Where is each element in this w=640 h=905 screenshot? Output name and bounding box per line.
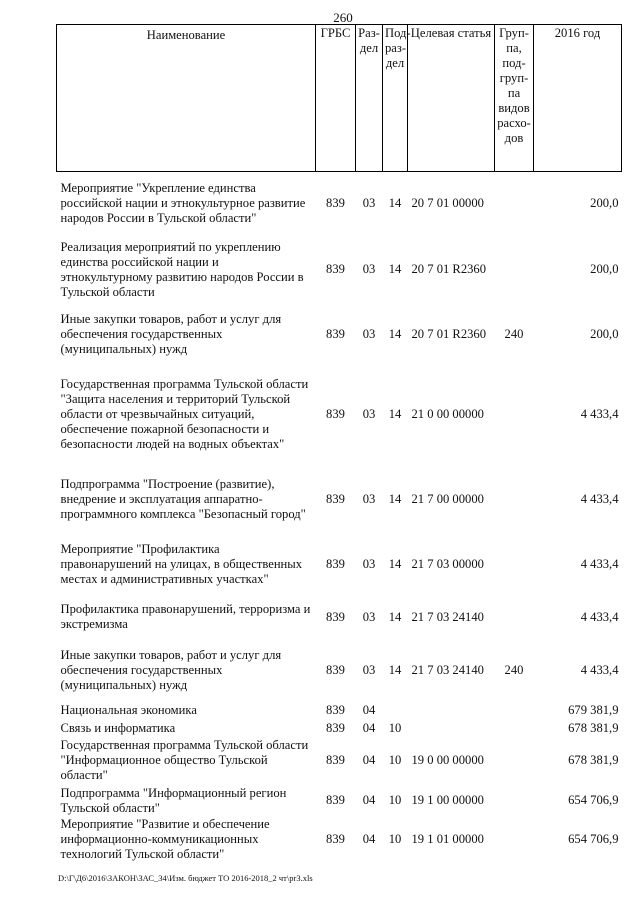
row-grbs: 839 [326, 753, 345, 767]
row-group [495, 534, 534, 595]
row-section: 03 [362, 196, 376, 211]
table-row [57, 720, 622, 737]
row-grbs: 839 [326, 663, 345, 677]
row-group [495, 720, 534, 737]
row-name: Подпрограмма "Информационный регион Тульской области" [60, 785, 287, 815]
row-subsection: 14 [388, 609, 402, 624]
row-section: 03 [362, 262, 376, 276]
row-sum: 200,0 [590, 326, 619, 341]
row-section: 03 [362, 407, 376, 421]
row-section: 03 [362, 556, 376, 571]
table-body [57, 172, 622, 862]
row-group: 240 [504, 326, 524, 341]
row-target [408, 720, 495, 737]
row-section: 03 [362, 609, 376, 624]
row-name: Подпрограмма "Построение (развитие), внедрение и эксплуатация аппаратно-программного комплекса "Безопасный город" [60, 476, 306, 521]
row-subsection: 14 [388, 262, 402, 276]
budget-table [56, 24, 622, 862]
row-section: 03 [362, 491, 376, 506]
row-section: 04 [362, 793, 376, 807]
row-name: Иные закупки товаров, работ и услуг для обеспечения государственных (муниципальных) нужд [60, 311, 282, 356]
row-grbs: 839 [326, 609, 345, 624]
row-subsection: 14 [388, 663, 402, 677]
row-subsection: 10 [388, 720, 402, 735]
row-subsection: 10 [388, 831, 402, 846]
row-sum: 4 433,4 [580, 407, 619, 421]
row-subsection: 14 [388, 556, 402, 571]
table-row [57, 365, 622, 465]
table-row [57, 817, 622, 862]
row-subsection [383, 702, 408, 720]
row-group [495, 172, 534, 236]
row-target: 21 7 03 24140 [411, 663, 484, 677]
row-grbs: 839 [326, 491, 345, 506]
header-section: Раз-дел [356, 25, 383, 172]
row-section: 04 [362, 720, 376, 735]
row-target: 19 1 00 00000 [411, 793, 484, 807]
row-target [408, 702, 495, 720]
row-group [495, 785, 534, 817]
row-group [495, 365, 534, 465]
table-row [57, 304, 622, 365]
row-group [495, 595, 534, 640]
row-sum: 654 706,9 [568, 793, 619, 807]
row-grbs: 839 [326, 831, 345, 846]
row-target: 20 7 01 00000 [411, 196, 484, 211]
row-sum: 4 433,4 [580, 663, 619, 677]
table-row [57, 640, 622, 702]
row-section: 03 [362, 663, 376, 677]
row-sum: 4 433,4 [580, 609, 619, 624]
header-target: Целевая статья [408, 25, 495, 172]
row-name: Иные закупки товаров, работ и услуг для обеспечения государственных (муниципальных) нужд [60, 648, 282, 692]
table-row [57, 737, 622, 785]
table-row [57, 465, 622, 534]
row-target: 19 1 01 00000 [411, 831, 484, 846]
row-sum: 4 433,4 [580, 556, 619, 571]
row-group [495, 737, 534, 785]
row-subsection: 10 [388, 793, 402, 807]
row-name: Связь и информатика [60, 720, 176, 735]
row-name: Мероприятие "Укрепление единства российской нации и этнокультурное развитие народов России в Тульской области" [60, 181, 306, 226]
row-sum: 200,0 [590, 196, 619, 211]
row-section: 04 [362, 831, 376, 846]
row-name: Государственная программа Тульской области "Информационное общество Тульской области" [60, 738, 309, 782]
row-sum: 4 433,4 [580, 491, 619, 506]
row-name: Профилактика правонарушений, терроризма и экстремизма [60, 602, 311, 631]
row-name: Мероприятие "Профилактика правонарушений на улицах, в общественных местах и административных участках" [60, 541, 303, 586]
row-group [495, 236, 534, 304]
header-group: Груп-па, под-груп-па видов расхо-дов [495, 25, 534, 172]
row-section: 04 [362, 703, 376, 717]
header-grbs: ГРБС [316, 25, 356, 172]
header-year: 2016 год [534, 25, 622, 172]
row-target: 21 0 00 00000 [411, 407, 484, 421]
table-header-row [57, 25, 622, 172]
page-number: 260 [333, 10, 353, 25]
row-sum: 678 381,9 [568, 720, 619, 735]
table-row [57, 595, 622, 640]
row-subsection: 14 [388, 326, 402, 341]
row-sum: 678 381,9 [568, 753, 619, 767]
row-grbs: 839 [326, 326, 345, 341]
row-name: Реализация мероприятий по укреплению единства российской нации и этнокультурному развитию народов России в Тульской области [60, 239, 304, 299]
row-grbs: 839 [326, 720, 345, 735]
row-group [495, 702, 534, 720]
row-target: 21 7 03 24140 [411, 609, 484, 624]
row-grbs: 839 [326, 262, 345, 276]
row-sum: 679 381,9 [568, 703, 619, 717]
row-group [495, 465, 534, 534]
header-name: Наименование [57, 25, 316, 172]
row-group [495, 817, 534, 862]
row-group: 240 [504, 663, 524, 677]
table-row [57, 534, 622, 595]
row-subsection: 14 [388, 407, 402, 421]
row-target: 21 7 03 00000 [411, 556, 484, 571]
footer-file-path: D:\Г\Д6\2016\ЗАКОН\ЗАС_34\Изм. бюджет ТО 2016-2018_2 чт\pr3.xls [58, 873, 313, 883]
row-sum: 654 706,9 [568, 831, 619, 846]
row-section: 04 [362, 753, 376, 767]
row-target: 20 7 01 R2360 [411, 326, 487, 341]
row-name: Мероприятие "Развитие и обеспечение информационно-коммуникационных технологий Тульской области" [60, 816, 270, 861]
row-grbs: 839 [326, 407, 345, 421]
row-grbs: 839 [326, 196, 345, 211]
table-row [57, 172, 622, 236]
row-subsection: 14 [388, 491, 402, 506]
table-row [57, 702, 622, 720]
row-subsection: 10 [388, 753, 402, 767]
row-grbs: 839 [326, 793, 345, 807]
row-grbs: 839 [326, 556, 345, 571]
table-row [57, 785, 622, 817]
row-section: 03 [362, 326, 376, 341]
row-sum: 200,0 [590, 262, 619, 276]
row-subsection: 14 [388, 196, 402, 211]
row-target: 20 7 01 R2360 [411, 262, 487, 276]
row-grbs: 839 [326, 703, 345, 717]
row-target: 21 7 00 00000 [411, 491, 484, 506]
row-target: 19 0 00 00000 [411, 753, 484, 767]
row-name: Государственная программа Тульской области "Защита населения и территорий Тульской области от чрезвычайных ситуаций, обеспечение пожарной безопасности и безопасности людей на водных объектах" [60, 377, 309, 451]
table-row [57, 236, 622, 304]
header-subsection: Под-раз-дел [383, 25, 408, 172]
row-name: Национальная экономика [60, 703, 197, 717]
